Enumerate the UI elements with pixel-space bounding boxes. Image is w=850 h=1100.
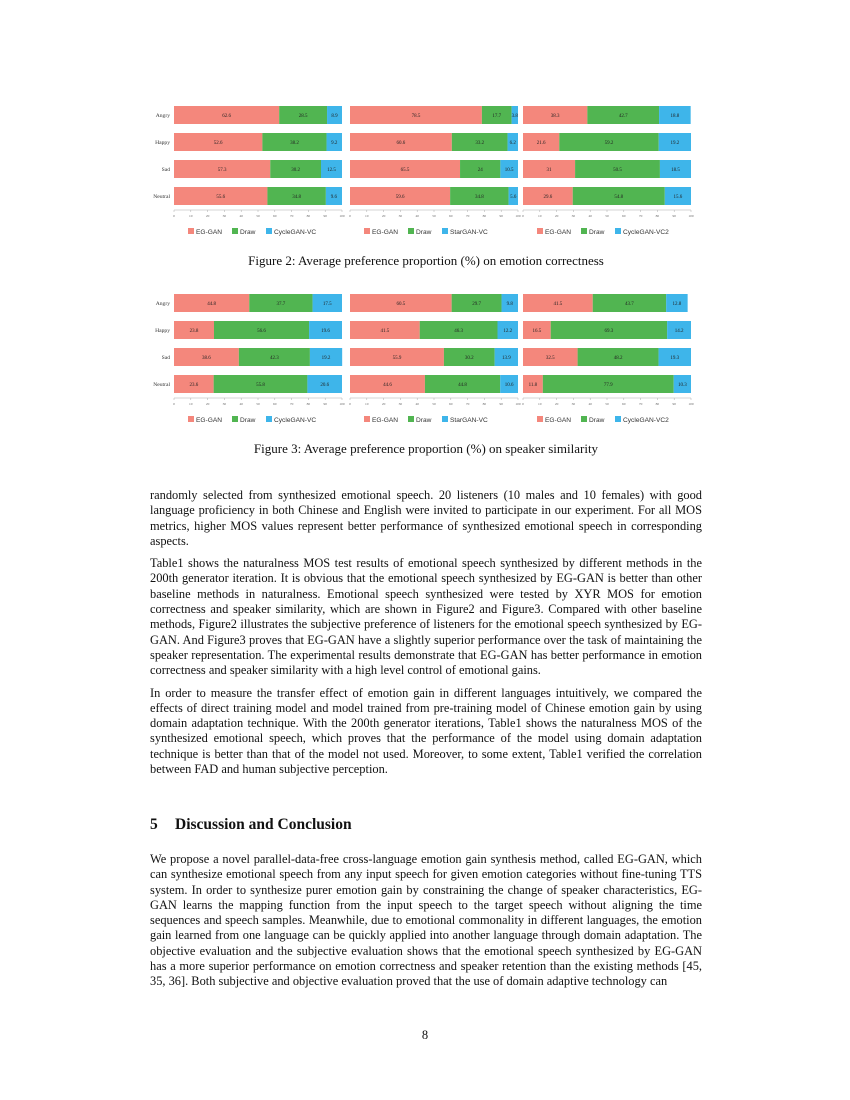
x-tick-label: 60	[622, 214, 626, 218]
data-label: 5.6	[510, 194, 517, 200]
legend-label: EG-GAN	[196, 417, 223, 424]
data-label: 29.7	[472, 301, 481, 307]
x-tick-label: 20	[381, 214, 386, 218]
data-label: 52.6	[213, 140, 223, 146]
legend-swatch	[442, 228, 448, 234]
data-label: 65.5	[400, 167, 410, 173]
x-tick-label: 0	[522, 402, 524, 406]
x-tick-label: 90	[672, 402, 676, 406]
x-tick-label: 70	[289, 402, 294, 406]
data-label: 12.2	[503, 328, 513, 334]
x-tick-label: 40	[415, 214, 419, 218]
data-label: 18.8	[670, 113, 680, 119]
row-label-angry: Angry	[155, 113, 170, 119]
legend-label: EG-GAN	[545, 417, 572, 424]
x-tick-label: 20	[554, 214, 559, 218]
x-tick-label: 0	[522, 214, 524, 218]
data-label: 60.6	[396, 140, 406, 146]
paragraph-2: Table1 shows the naturalness MOS test results of emotional speech synthesized by different methods in the 200th generator iteration. It is obvious that the emotional speech synthesized by EG-GAN is better than other baseline methods in naturalness. Emotional speech synthesized were tested by XYR MOS for emotion correctness and speaker similarity, which are shown in Figure2 and Figure3. Compared with other baseline methods, Figure2 illustrates the subjective preference of listeners for the emotional speech synthesized by EG-GAN. And Figure3 proves that EG-GAN have a slightly superior performance over the task of maintaining the speaker representation. The experimental results demonstrate that EG-GAN has better performance in emotion correctness and speaker similarity with a high level control of emotional gains.	[150, 556, 702, 678]
x-tick-label: 10	[365, 214, 369, 218]
data-label: 37.7	[276, 301, 286, 307]
legend-swatch	[364, 228, 370, 234]
data-label: 55.6	[216, 194, 226, 200]
x-tick-label: 40	[239, 402, 243, 406]
x-tick-label: 60	[273, 402, 277, 406]
panel-3	[522, 106, 694, 236]
x-tick-label: 50	[256, 214, 260, 218]
x-tick-label: 30	[222, 402, 227, 406]
data-label: 23.6	[189, 382, 199, 388]
legend-swatch	[188, 228, 194, 234]
data-label: 44.8	[458, 382, 467, 388]
data-label: 23.8	[189, 328, 199, 334]
legend-swatch	[581, 416, 587, 422]
x-tick-label: 80	[306, 214, 311, 218]
data-label: 34.8	[292, 194, 302, 200]
x-tick-label: 100	[688, 214, 694, 218]
legend-swatch	[408, 416, 414, 422]
row-label-neutral: Neutral	[153, 382, 170, 388]
data-label: 9.2	[331, 140, 338, 146]
data-label: 34.8	[474, 194, 484, 200]
data-label: 48.2	[613, 355, 623, 361]
data-label: 43.7	[625, 301, 634, 307]
x-tick-label: 100	[339, 214, 345, 218]
data-label: 6.2	[509, 140, 516, 146]
row-label-happy: Happy	[155, 328, 170, 334]
data-label: 46.3	[454, 328, 463, 334]
legend-label: Draw	[589, 417, 605, 424]
data-label: 55.9	[392, 355, 402, 361]
data-label: 59.6	[395, 194, 405, 200]
legend-swatch	[537, 416, 543, 422]
data-label: 38.3	[550, 113, 560, 119]
section-heading	[150, 816, 352, 834]
legend-label: EG-GAN	[545, 229, 572, 236]
data-label: 33.2	[475, 140, 485, 146]
panel-2	[349, 294, 521, 424]
data-label: 20.6	[320, 382, 330, 388]
body-text-bottom	[150, 852, 702, 997]
data-label: 77.9	[603, 382, 613, 388]
page-number: 8	[421, 1028, 429, 1042]
data-label: 10.6	[504, 382, 514, 388]
x-tick-label: 100	[515, 214, 521, 218]
x-tick-label: 70	[465, 214, 470, 218]
x-tick-label: 40	[239, 214, 243, 218]
panel-2	[349, 106, 521, 236]
x-tick-label: 70	[465, 402, 470, 406]
figure-2-charts	[150, 100, 702, 245]
data-label: 56.6	[257, 328, 266, 334]
legend-swatch	[615, 416, 621, 422]
legend-swatch	[442, 416, 448, 422]
paragraph-3: In order to measure the transfer effect of emotion gain in different languages intuitively, we compared the effects of direct training model and model trained from pre-training model of Chinese emotion gain by using domain adaptation technique. With the 200th generator iterations, Table1 shows the naturalness MOS of the synthesized emotional speech, which proves that the performance of the model using domain adaptation technique is better than that of the model not used. Moreover, to some extent, Table1 verified the correlation between FAD and human subjective perception.	[150, 685, 702, 777]
x-tick-label: 30	[398, 214, 403, 218]
legend-swatch	[266, 228, 272, 234]
data-label: 42.3	[270, 355, 279, 361]
x-tick-label: 80	[306, 402, 311, 406]
data-label: 12.8	[672, 301, 682, 307]
data-label: 69.3	[604, 328, 614, 334]
legend-swatch	[364, 416, 370, 422]
row-label-sad: Sad	[161, 167, 170, 173]
x-tick-label: 60	[622, 402, 626, 406]
row-label-neutral: Neutral	[153, 194, 170, 200]
data-label: 18.5	[671, 167, 680, 173]
data-label: 12.5	[327, 167, 336, 173]
data-label: 21.6	[536, 140, 546, 146]
row-label-sad: Sad	[161, 355, 170, 361]
data-label: 17.5	[322, 301, 332, 307]
legend-label: StarGAN-VC	[450, 229, 488, 236]
body-text-top	[150, 488, 702, 784]
section-number: 5	[150, 816, 158, 833]
data-label: 30.2	[291, 167, 301, 173]
legend-label: Draw	[240, 229, 256, 236]
data-label: 62.6	[222, 113, 231, 119]
x-tick-label: 90	[323, 402, 327, 406]
data-label: 16.5	[532, 328, 542, 334]
data-label: 44.6	[383, 382, 392, 388]
legend-label: Draw	[416, 229, 432, 236]
data-label: 13.9	[501, 355, 511, 361]
x-tick-label: 10	[365, 402, 369, 406]
legend-swatch	[408, 228, 414, 234]
x-tick-label: 30	[571, 214, 576, 218]
x-tick-label: 80	[482, 402, 487, 406]
data-label: 17.7	[492, 113, 502, 119]
data-label: 11.8	[528, 382, 538, 388]
figure-3-svg	[150, 288, 702, 433]
legend-swatch	[266, 416, 272, 422]
data-label: 42.7	[618, 113, 628, 119]
data-label: 50.5	[613, 167, 622, 173]
x-tick-label: 0	[173, 214, 175, 218]
x-tick-label: 90	[499, 214, 503, 218]
x-tick-label: 40	[588, 214, 592, 218]
data-label: 41.5	[553, 301, 563, 307]
paragraph-1: randomly selected from synthesized emotional speech. 20 listeners (10 males and 10 females) with good language proficiency in both Chinese and English were invited to participate in our experiment. For all MOS metrics, higher MOS values represent better performance of synthesized emotional speech in corresponding aspects.	[150, 488, 702, 548]
row-label-angry: Angry	[155, 301, 170, 307]
x-tick-label: 90	[499, 402, 503, 406]
data-label: 60.5	[396, 301, 406, 307]
data-label: 31	[546, 167, 552, 173]
x-tick-label: 50	[605, 402, 609, 406]
x-tick-label: 60	[449, 214, 453, 218]
x-tick-label: 20	[381, 402, 386, 406]
x-tick-label: 0	[173, 402, 175, 406]
x-tick-label: 80	[655, 214, 660, 218]
legend-swatch	[615, 228, 621, 234]
legend-label: CycleGAN-VC2	[623, 229, 669, 236]
data-label: 41.5	[380, 328, 390, 334]
section-title: Discussion and Conclusion	[175, 816, 352, 833]
data-label: 30.2	[464, 355, 474, 361]
panel-1	[153, 106, 345, 236]
x-tick-label: 100	[688, 402, 694, 406]
legend-swatch	[537, 228, 543, 234]
data-label: 54.8	[614, 194, 624, 200]
x-tick-label: 70	[638, 214, 643, 218]
data-label: 38.2	[290, 140, 299, 146]
legend-label: EG-GAN	[196, 229, 223, 236]
legend-label: CycleGAN-VC	[274, 229, 317, 236]
x-tick-label: 30	[398, 402, 403, 406]
legend-swatch	[232, 416, 238, 422]
data-label: 10.3	[677, 382, 687, 388]
legend-label: Draw	[589, 229, 605, 236]
data-label: 32.5	[545, 355, 555, 361]
data-label: 57.3	[217, 167, 227, 173]
x-tick-label: 60	[273, 214, 277, 218]
x-tick-label: 20	[205, 214, 210, 218]
data-label: 19.2	[670, 140, 680, 146]
x-tick-label: 0	[349, 402, 351, 406]
x-tick-label: 20	[554, 402, 559, 406]
x-tick-label: 100	[339, 402, 345, 406]
legend-label: StarGAN-VC	[450, 417, 488, 424]
legend-label: EG-GAN	[372, 417, 399, 424]
legend-label: EG-GAN	[372, 229, 399, 236]
x-tick-label: 50	[432, 402, 436, 406]
data-label: 19.2	[321, 355, 331, 361]
legend-swatch	[581, 228, 587, 234]
x-tick-label: 100	[515, 402, 521, 406]
x-tick-label: 80	[655, 402, 660, 406]
figure-3-caption: Figure 3: Average preference proportion (%) on speaker similarity	[253, 441, 599, 456]
x-tick-label: 90	[323, 214, 327, 218]
panel-1	[153, 294, 345, 424]
x-tick-label: 70	[638, 402, 643, 406]
legend-label: CycleGAN-VC	[274, 417, 317, 424]
data-label: 44.8	[207, 301, 217, 307]
data-label: 10.5	[504, 167, 514, 173]
legend-label: Draw	[416, 417, 432, 424]
x-tick-label: 80	[482, 214, 487, 218]
data-label: 3.8	[511, 113, 518, 119]
data-label: 28.5	[298, 113, 308, 119]
data-label: 19.3	[670, 355, 680, 361]
x-tick-label: 0	[349, 214, 351, 218]
data-label: 9.8	[506, 301, 513, 307]
x-tick-label: 50	[432, 214, 436, 218]
legend-label: Draw	[240, 417, 256, 424]
x-tick-label: 60	[449, 402, 453, 406]
x-tick-label: 10	[538, 402, 542, 406]
x-tick-label: 30	[571, 402, 576, 406]
legend-label: CycleGAN-VC2	[623, 417, 669, 424]
x-tick-label: 40	[415, 402, 419, 406]
legend-swatch	[232, 228, 238, 234]
data-label: 29.6	[543, 194, 553, 200]
data-label: 8.9	[331, 113, 338, 119]
x-tick-label: 20	[205, 402, 210, 406]
x-tick-label: 90	[672, 214, 676, 218]
data-label: 55.8	[256, 382, 265, 388]
paragraph-4: We propose a novel parallel-data-free cross-language emotion gain synthesis method, called EG-GAN, which can synthesize emotional speech from any input speech for given emotion categories without fine-tuning TTS system. In order to synthesize purer emotion gain by constraining the change of speaker characteristics, EG-GAN learns the mapping function from the input speech to the target speech without aligning the time sequences and speech samples. Meanwhile, due to emotional commonality in different languages, the emotion gain learned from one language can be quickly applied into another language through domain adaptation. The objective evaluation and the subjective evaluation shows that the emotional speech synthesized by EG-GAN has a more superior performance on emotion correctness and speaker retention than the existing methods [45, 35, 36]. Both subjective and objective evaluation proved that the use of domain adaptive technology can	[150, 852, 702, 989]
figure-3-charts	[150, 288, 702, 433]
x-tick-label: 70	[289, 214, 294, 218]
data-label: 59.2	[604, 140, 614, 146]
x-tick-label: 10	[538, 214, 542, 218]
x-tick-label: 50	[256, 402, 260, 406]
x-tick-label: 10	[189, 402, 193, 406]
data-label: 24	[477, 167, 483, 173]
data-label: 78.5	[411, 113, 421, 119]
legend-swatch	[188, 416, 194, 422]
figure-2-svg	[150, 100, 702, 245]
data-label: 19.6	[321, 328, 330, 334]
panel-3	[522, 294, 694, 424]
data-label: 38.6	[202, 355, 211, 361]
data-label: 9.6	[330, 194, 338, 200]
data-label: 15.6	[673, 194, 683, 200]
x-tick-label: 10	[189, 214, 193, 218]
data-label: 14.2	[674, 328, 684, 334]
x-tick-label: 30	[222, 214, 227, 218]
x-tick-label: 40	[588, 402, 592, 406]
row-label-happy: Happy	[155, 140, 170, 146]
figure-2-caption: Figure 2: Average preference proportion (%) on emotion correctness	[248, 253, 604, 268]
x-tick-label: 50	[605, 214, 609, 218]
